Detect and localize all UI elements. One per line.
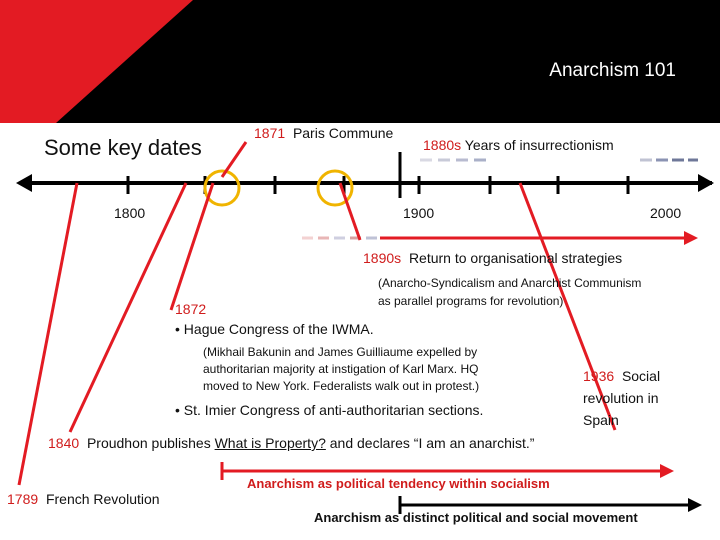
event-1872-note: (Mikhail Bakunin and James Guilliaume expelled by authoritarian majority at instigation of Karl Marx. HQ moved to New York. Federalists walk out in protest.) (203, 345, 480, 393)
event-1872-year: 1872 (175, 301, 207, 317)
event-1871: 1871 Paris Commune (254, 125, 394, 141)
event-1890s-note: (Anarcho-Syndicalism and Anarchist Communism as parallel programs for revolution) (378, 276, 642, 308)
tick-label-2000: 2000 (650, 205, 682, 221)
label-distinct: Anarchism as distinct political and social movement (314, 510, 638, 525)
event-1840: 1840 Proudhon publishes What is Property? and declares “I am an anarchist.” (48, 435, 535, 451)
axis-arrow-left (16, 174, 32, 192)
page-title: Anarchism 101 (549, 60, 676, 81)
section-heading: Some key dates (44, 135, 202, 160)
axis-arrow-right (698, 174, 714, 192)
event-1872-bullet2: • St. Imier Congress of anti-authoritarian sections. (175, 402, 484, 418)
event-1872-bullet1: • Hague Congress of the IWMA. (175, 321, 374, 337)
tick-label-1900: 1900 (403, 205, 435, 221)
event-1890s: 1890s Return to organisational strategies (363, 250, 623, 266)
tick-label-1800: 1800 (114, 205, 146, 221)
event-1789: 1789 French Revolution (7, 491, 160, 507)
event-1880s: 1880s Years of insurrectionism (423, 137, 614, 153)
label-tendency: Anarchism as political tendency within socialism (247, 476, 550, 491)
connector-lines (19, 142, 615, 485)
event-1936: 1936 Social revolution in Spain (583, 368, 661, 428)
